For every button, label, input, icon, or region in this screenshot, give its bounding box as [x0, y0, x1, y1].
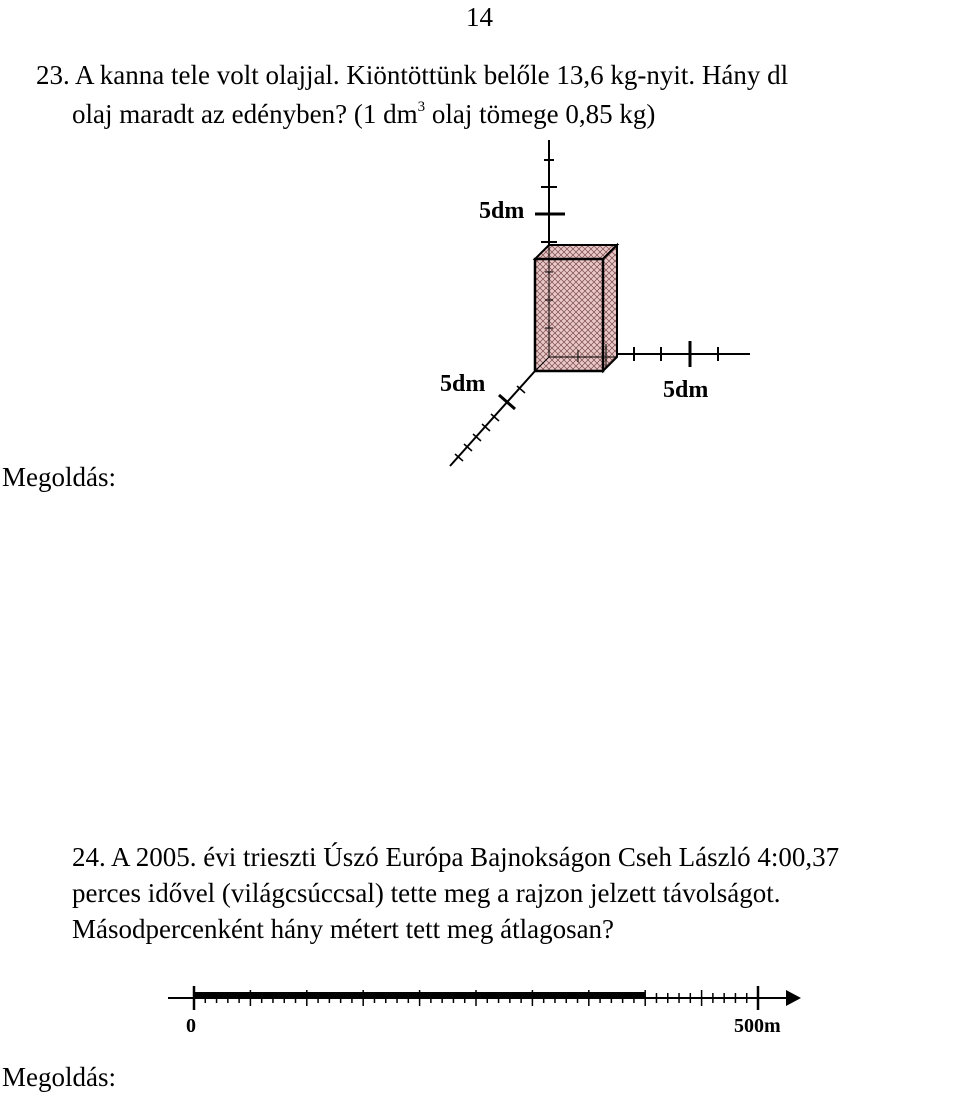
vertical-axis-label: 5dm [479, 198, 525, 224]
horizontal-axis-label: 5dm [663, 377, 709, 403]
problem-24-line-3: Másodpercenként hány métert tett meg átlagosan? [72, 914, 615, 944]
page-number: 14 [466, 2, 493, 32]
scale-end-label: 500m [734, 1015, 781, 1037]
problem-24-line-2: perces idővel (világcsúccsal) tette meg a rajzon jelzett távolságot. [72, 878, 781, 908]
scale-start-label: 0 [186, 1015, 196, 1037]
diagonal-axis-label: 5dm [440, 371, 486, 397]
problem-23-line-1: 23. A kanna tele volt olajjal. Kiöntöttünk belőle 13,6 kg-nyit. Hány dl [36, 60, 789, 90]
solution-label-23: Megoldás: [2, 462, 116, 492]
problem-24-line-1: 24. A 2005. évi trieszti Úszó Európa Bajnokságon Cseh László 4:00,37 [72, 842, 840, 872]
problem-23-line-2-end: olaj tömege 0,85 kg) [425, 99, 656, 129]
problem-23-line-2-start: olaj maradt az edényben? (1 dm [72, 99, 418, 129]
scale-arrow-icon [786, 990, 801, 1006]
superscript-3: 3 [417, 99, 426, 115]
solution-label-24: Megoldás: [2, 1062, 116, 1092]
